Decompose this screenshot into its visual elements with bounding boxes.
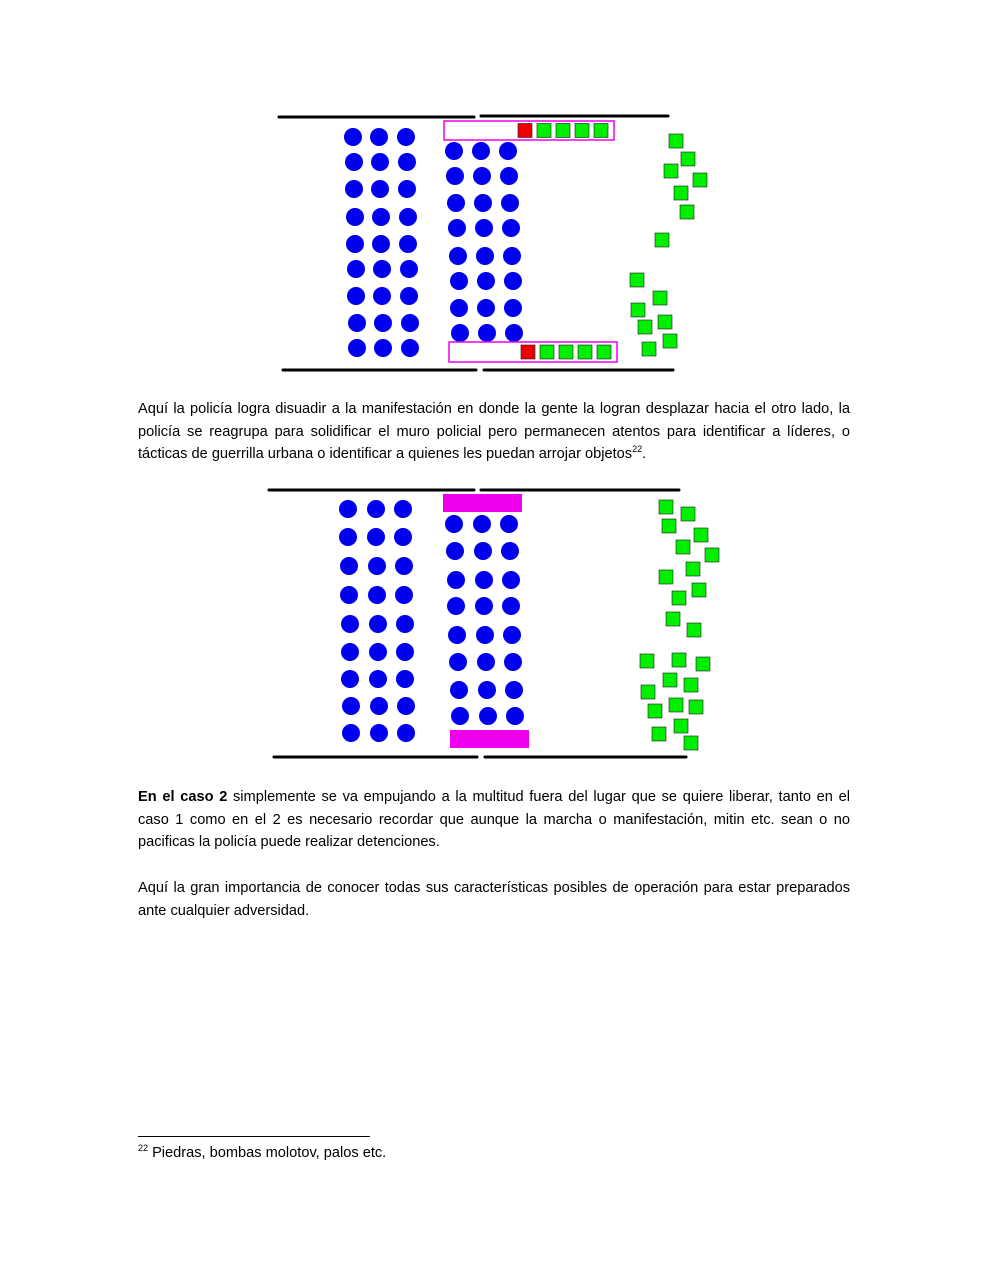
- police-officer: [401, 314, 419, 332]
- police-officer: [500, 167, 518, 185]
- demonstrator: [680, 205, 694, 219]
- police-officer: [346, 235, 364, 253]
- footnote-text: Piedras, bombas molotov, palos etc.: [148, 1145, 387, 1161]
- police-officer: [506, 707, 524, 725]
- police-officer: [368, 557, 386, 575]
- police-officer: [396, 670, 414, 688]
- paragraph-3-text: Aquí la gran importancia de conocer todas sus características posibles de operación para estar preparados ante cualquier adversidad.: [138, 880, 850, 919]
- police-officer: [478, 324, 496, 342]
- crowd-control-diagram-1: [0, 100, 990, 380]
- demonstrator: [694, 528, 708, 542]
- demonstrator: [693, 173, 707, 187]
- police-officer: [369, 670, 387, 688]
- demonstrator: [676, 540, 690, 554]
- arrest-groups: [444, 121, 617, 362]
- police-officer: [370, 128, 388, 146]
- arrest-officer: [556, 124, 570, 138]
- demonstrator: [642, 342, 656, 356]
- police-officer: [475, 571, 493, 589]
- police-officer: [473, 515, 491, 533]
- police-officer: [450, 681, 468, 699]
- police-officer: [446, 167, 464, 185]
- police-officer: [344, 128, 362, 146]
- demonstrator: [658, 315, 672, 329]
- police-officer: [348, 314, 366, 332]
- footnote-number: 22: [138, 1143, 149, 1153]
- demonstrator: [705, 548, 719, 562]
- police-officer: [395, 557, 413, 575]
- demonstrator: [640, 654, 654, 668]
- case-2-heading: En el caso 2: [138, 789, 228, 805]
- police-officer: [502, 219, 520, 237]
- police-officer: [342, 697, 360, 715]
- paragraph-2-text: simplemente se va empujando a la multitud fuera del lugar que se quiere liberar, tanto en el caso 1 como en el 2 es necesario recordar que aunque la marcha o manifestación, mitin etc. sean o no pacificas la policía puede realizar detenciones.: [138, 789, 850, 850]
- police-officer: [372, 235, 390, 253]
- police-officer: [477, 272, 495, 290]
- police-officer: [399, 235, 417, 253]
- demonstrator: [663, 334, 677, 348]
- arrest-officer: [575, 124, 589, 138]
- police-officer: [342, 724, 360, 742]
- police-officer: [396, 643, 414, 661]
- police-officer: [400, 260, 418, 278]
- police-officer: [371, 180, 389, 198]
- police-officer: [505, 681, 523, 699]
- police-officer: [476, 247, 494, 265]
- police-officer: [474, 194, 492, 212]
- demonstrator: [631, 303, 645, 317]
- police-officer: [450, 299, 468, 317]
- police-officer: [347, 287, 365, 305]
- police-officer: [450, 272, 468, 290]
- police-officer: [346, 208, 364, 226]
- police-officer: [504, 272, 522, 290]
- police-officer: [479, 707, 497, 725]
- paragraph-case-2: [138, 786, 850, 854]
- demonstrator: [666, 612, 680, 626]
- police-officer: [501, 194, 519, 212]
- police-officer: [400, 287, 418, 305]
- police-officer: [370, 697, 388, 715]
- police-officer: [503, 626, 521, 644]
- demonstrator: [684, 736, 698, 750]
- police-formation: [339, 500, 524, 742]
- police-officer: [502, 597, 520, 615]
- group-leader: [521, 345, 535, 359]
- police-officer: [373, 287, 391, 305]
- police-officer: [505, 324, 523, 342]
- police-officer: [367, 500, 385, 518]
- group-leader: [518, 124, 532, 138]
- demonstrator: [638, 320, 652, 334]
- police-officer: [341, 670, 359, 688]
- police-officer: [447, 194, 465, 212]
- police-officer: [396, 615, 414, 633]
- arrest-officer: [597, 345, 611, 359]
- police-officer: [445, 515, 463, 533]
- police-officer: [449, 247, 467, 265]
- police-officer: [499, 142, 517, 160]
- paragraph-1-end: .: [642, 446, 647, 462]
- demonstrator: [653, 291, 667, 305]
- demonstrator: [648, 704, 662, 718]
- police-officer: [369, 643, 387, 661]
- police-officer: [372, 208, 390, 226]
- police-officer: [446, 542, 464, 560]
- police-officer: [340, 586, 358, 604]
- demonstrator: [689, 700, 703, 714]
- demonstrator: [652, 727, 666, 741]
- demonstrator: [655, 233, 669, 247]
- police-officer: [341, 615, 359, 633]
- arrest-officer: [540, 345, 554, 359]
- footnote-separator: [138, 1136, 370, 1137]
- police-officer: [445, 142, 463, 160]
- demonstrator: [669, 698, 683, 712]
- paragraph-1-text: Aquí la policía logra disuadir a la manifestación en donde la gente la logran desplazar hacia el otro lado, la policía se reagrupa para solidificar el muro policial pero permanecen atentos para identificar a líderes, o tácticas de guerrilla urbana o identificar a quienes les puedan arrojar objetos: [138, 401, 850, 462]
- police-barrier: [450, 730, 529, 748]
- demonstrator: [662, 519, 676, 533]
- police-officer: [339, 528, 357, 546]
- police-officer: [347, 260, 365, 278]
- demonstrator: [692, 583, 706, 597]
- police-officer: [394, 500, 412, 518]
- police-officer: [449, 653, 467, 671]
- demonstrator: [641, 685, 655, 699]
- police-officer: [451, 707, 469, 725]
- demonstrator: [687, 623, 701, 637]
- police-officer: [473, 167, 491, 185]
- footnote-reference[interactable]: 22: [632, 444, 643, 454]
- police-officer: [472, 142, 490, 160]
- footnote: [138, 1145, 386, 1161]
- demonstrator: [674, 186, 688, 200]
- police-officer: [474, 542, 492, 560]
- police-officer: [395, 586, 413, 604]
- police-officer: [399, 208, 417, 226]
- police-officer: [371, 153, 389, 171]
- police-officer: [374, 339, 392, 357]
- paragraph-conclusion: [138, 877, 850, 922]
- police-formation: [344, 128, 523, 357]
- demonstrator: [672, 653, 686, 667]
- demonstrator: [674, 719, 688, 733]
- police-officer: [501, 542, 519, 560]
- police-officer: [500, 515, 518, 533]
- police-officer: [448, 626, 466, 644]
- police-officer: [447, 571, 465, 589]
- demonstrators: [630, 134, 707, 356]
- police-officer: [397, 128, 415, 146]
- demonstrator: [672, 591, 686, 605]
- demonstrator: [681, 152, 695, 166]
- demonstrator: [659, 570, 673, 584]
- police-officer: [475, 597, 493, 615]
- demonstrator: [663, 673, 677, 687]
- arrest-officer: [559, 345, 573, 359]
- demonstrator: [659, 500, 673, 514]
- police-officer: [370, 724, 388, 742]
- police-officer: [339, 500, 357, 518]
- police-officer: [374, 314, 392, 332]
- demonstrator: [696, 657, 710, 671]
- police-officer: [477, 653, 495, 671]
- demonstrator: [681, 507, 695, 521]
- police-officer: [503, 247, 521, 265]
- police-officer: [477, 299, 495, 317]
- demonstrator: [684, 678, 698, 692]
- crowd-control-diagram-2: [0, 480, 990, 765]
- police-officer: [502, 571, 520, 589]
- police-officer: [394, 528, 412, 546]
- demonstrator: [686, 562, 700, 576]
- police-officer: [398, 153, 416, 171]
- police-officer: [397, 724, 415, 742]
- police-officer: [345, 180, 363, 198]
- police-officer: [448, 219, 466, 237]
- police-officer: [373, 260, 391, 278]
- police-officer: [504, 653, 522, 671]
- police-officer: [401, 339, 419, 357]
- police-officer: [345, 153, 363, 171]
- police-officer: [478, 681, 496, 699]
- police-officer: [367, 528, 385, 546]
- police-officer: [476, 626, 494, 644]
- police-officer: [340, 557, 358, 575]
- demonstrators: [640, 500, 719, 750]
- paragraph-case-1: [138, 398, 850, 466]
- police-officer: [447, 597, 465, 615]
- police-officer: [348, 339, 366, 357]
- arrest-officer: [578, 345, 592, 359]
- demonstrator: [664, 164, 678, 178]
- arrest-officer: [594, 124, 608, 138]
- demonstrator: [669, 134, 683, 148]
- police-officer: [475, 219, 493, 237]
- demonstrator: [630, 273, 644, 287]
- police-officer: [369, 615, 387, 633]
- police-officer: [451, 324, 469, 342]
- police-officer: [398, 180, 416, 198]
- police-officer: [504, 299, 522, 317]
- arrest-officer: [537, 124, 551, 138]
- police-officer: [341, 643, 359, 661]
- police-barrier: [443, 494, 522, 512]
- police-officer: [397, 697, 415, 715]
- police-officer: [368, 586, 386, 604]
